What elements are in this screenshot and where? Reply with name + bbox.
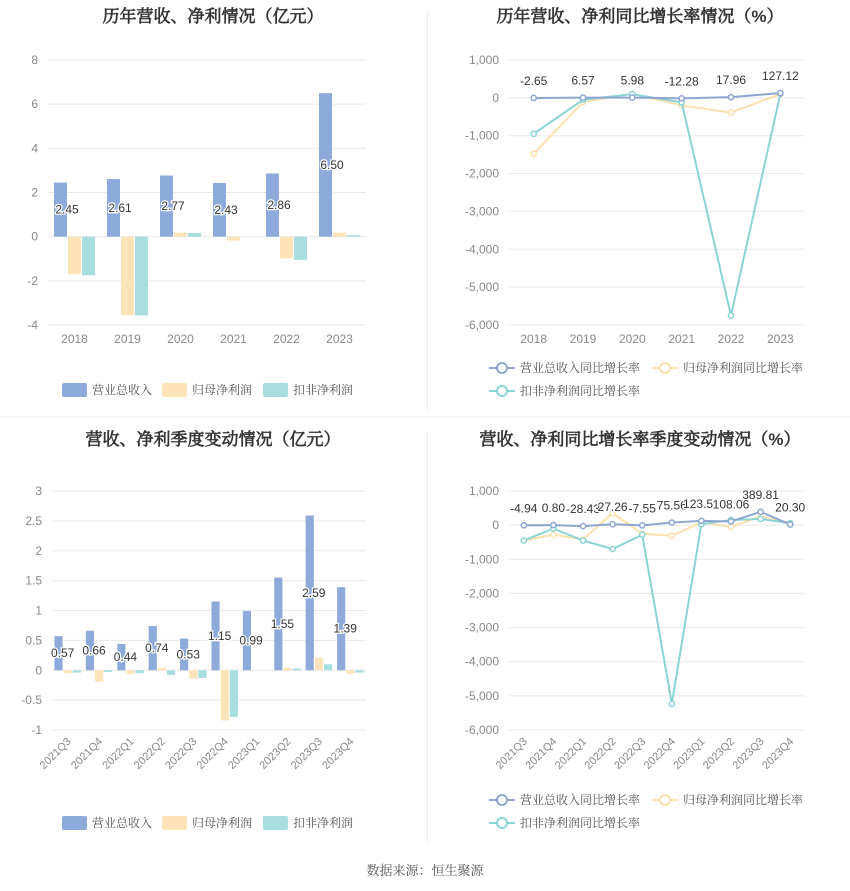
x-tick-label: 2022Q4 [641, 735, 678, 772]
y-tick-label: 1 [35, 603, 42, 618]
bar-net-profit [174, 233, 187, 237]
y-tick-label: 2 [35, 543, 42, 558]
bar-net-profit [121, 237, 134, 315]
y-tick-label: 4 [31, 141, 38, 156]
legend-label: 扣非净利润同比增长率 [520, 384, 641, 398]
bar-chart-2 [0, 416, 427, 846]
point-net-profit-growth [669, 533, 674, 538]
y-tick-label: 0.5 [25, 633, 42, 648]
x-tick-label: 2022Q3 [163, 735, 200, 772]
point-deducted-profit-growth [640, 532, 645, 537]
x-tick-label: 2023Q4 [760, 735, 797, 772]
point-revenue-growth [758, 509, 763, 514]
point-deducted-profit-growth [521, 538, 526, 543]
data-label: 2.61 [108, 200, 132, 215]
y-tick-label: -2 [27, 273, 38, 288]
data-label: 389.81 [742, 487, 779, 502]
y-tick-label: -1,000 [464, 128, 499, 143]
y-tick-label: 2 [31, 185, 38, 200]
data-label: 2.59 [302, 585, 326, 600]
x-tick-label: 2020 [167, 332, 194, 346]
bar-deducted-profit [73, 670, 81, 672]
legend-label: 营业总收入同比增长率 [520, 793, 641, 807]
legend-label: 扣非净利润 [293, 816, 354, 830]
point-deducted-profit-growth [580, 538, 585, 543]
bar-net-profit [64, 670, 72, 673]
y-tick-label: -4,000 [464, 242, 499, 257]
legend-label: 营业总收入同比增长率 [520, 361, 641, 375]
y-tick-label: -6,000 [464, 318, 499, 332]
point-revenue-growth [788, 522, 793, 527]
point-revenue-growth [669, 520, 674, 525]
series-line-deducted-profit-growth [534, 94, 781, 316]
bar-net-profit [158, 668, 166, 670]
data-label: 5.98 [620, 73, 645, 88]
x-tick-label: 2023Q4 [320, 735, 357, 772]
data-label: 123.51 [683, 496, 720, 511]
bar-deducted-profit [104, 670, 112, 672]
point-deducted-profit-growth [669, 701, 674, 706]
x-tick-label: 2023Q1 [671, 735, 708, 772]
x-tick-label: 2023Q3 [288, 735, 326, 772]
chart-title: 历年营收、净利同比增长率情况（%） [496, 7, 784, 26]
data-label: -4.94 [510, 501, 538, 516]
point-net-profit-growth [728, 524, 733, 529]
legend-swatch-marker [497, 363, 507, 373]
legend-swatch-marker [660, 795, 670, 805]
bar-deducted-profit [294, 237, 307, 260]
x-tick-label: 2023 [766, 332, 794, 346]
x-tick-label: 2021 [668, 332, 696, 346]
y-tick-label: -1 [31, 723, 42, 737]
bar-net-profit [95, 670, 103, 681]
y-tick-label: -5,000 [464, 688, 499, 703]
x-tick-label: 2022 [273, 332, 300, 346]
x-tick-label: 2020 [618, 332, 646, 346]
legend-label: 归母净利润 [192, 816, 253, 830]
bar-deducted-profit [230, 670, 238, 717]
y-tick-label: 0 [31, 229, 38, 244]
legend-swatch [162, 816, 187, 830]
x-tick-label: 2022 [717, 332, 745, 346]
data-label: 0.57 [50, 646, 75, 661]
data-label: 127.12 [761, 69, 799, 84]
series-line-net-profit-growth [524, 513, 790, 540]
bar-net-profit [227, 237, 240, 241]
y-tick-label: -3,000 [464, 204, 499, 219]
x-tick-label: 2023Q2 [257, 735, 294, 772]
x-tick-label: 2022Q1 [552, 735, 590, 772]
bar-deducted-profit [135, 237, 148, 316]
point-deducted-profit-growth [758, 516, 763, 521]
bar-net-profit [333, 233, 346, 237]
data-label: 0.80 [541, 501, 566, 516]
x-tick-label: 2018 [61, 332, 88, 346]
data-label: 2.77 [161, 199, 185, 214]
x-tick-label: 2018 [520, 332, 548, 346]
legend-swatch [162, 383, 187, 397]
bar-deducted-profit [136, 670, 144, 673]
data-label: 0.53 [176, 647, 200, 662]
point-revenue-growth [521, 523, 526, 528]
series-line-deducted-profit-growth [524, 519, 790, 704]
y-tick-label: 8 [31, 53, 38, 67]
point-deducted-profit-growth [728, 313, 733, 318]
legend-swatch-marker [497, 795, 507, 805]
data-label: -7.55 [628, 501, 656, 516]
bar-net-profit [221, 670, 229, 720]
bar-net-profit [189, 670, 197, 678]
bar-deducted-profit [293, 668, 301, 670]
bar-net-profit [68, 237, 81, 275]
data-label: -12.28 [664, 74, 699, 89]
data-label: 27.26 [597, 500, 628, 515]
y-tick-label: -3,000 [464, 620, 499, 635]
point-net-profit-growth [551, 532, 556, 537]
bar-net-profit [283, 668, 291, 670]
legend-label: 归母净利润 [192, 383, 253, 397]
point-revenue-growth [778, 90, 783, 95]
bar-deducted-profit [198, 670, 206, 678]
y-tick-label: -4,000 [464, 654, 499, 669]
point-deducted-profit-growth [610, 546, 615, 551]
x-tick-label: 2021Q4 [523, 735, 560, 772]
y-tick-label: -6,000 [464, 723, 499, 737]
data-label: 2.43 [214, 202, 238, 217]
legend-swatch [62, 383, 87, 397]
data-label: -28.43 [565, 502, 601, 517]
point-revenue-growth [728, 519, 733, 524]
y-tick-label: -0.5 [21, 693, 42, 708]
point-net-profit-growth [531, 151, 536, 156]
data-label: 0.99 [239, 633, 263, 648]
legend-swatch-marker [660, 363, 670, 373]
y-tick-label: 0 [35, 663, 42, 678]
point-revenue-growth [551, 523, 556, 528]
x-tick-label: 2023Q1 [226, 735, 263, 772]
x-tick-label: 2019 [114, 332, 141, 346]
legend-swatch [263, 383, 288, 397]
point-revenue-growth [630, 95, 635, 100]
legend-label: 扣非净利润同比增长率 [520, 816, 641, 830]
point-revenue-growth [679, 96, 684, 101]
point-revenue-growth [640, 523, 645, 528]
legend-label: 归母净利润同比增长率 [683, 361, 804, 375]
point-net-profit-growth [728, 110, 733, 115]
legend-label: 归母净利润同比增长率 [683, 793, 804, 807]
bar-deducted-profit [324, 664, 332, 670]
chart-title: 历年营收、净利情况（亿元） [102, 7, 324, 26]
data-label: -2.65 [519, 73, 548, 88]
line-chart-1 [427, 0, 850, 416]
point-revenue-growth [610, 522, 615, 527]
data-source-note: 数据来源：恒生聚源 [366, 863, 484, 878]
series-line-net-profit-growth [534, 94, 781, 154]
legend-swatch-marker [497, 386, 507, 396]
line-chart-3 [427, 416, 850, 846]
y-tick-label: 3 [35, 484, 42, 498]
y-tick-label: 1.5 [25, 573, 42, 588]
y-tick-label: -5,000 [464, 280, 499, 295]
point-revenue-growth [699, 518, 704, 523]
data-label: 6.57 [571, 73, 595, 88]
x-tick-label: 2023Q2 [700, 735, 738, 772]
data-label: 1.39 [333, 621, 357, 636]
x-tick-label: 2019 [569, 332, 597, 346]
x-tick-label: 2021 [220, 332, 247, 346]
y-tick-label: 0 [492, 90, 499, 105]
x-tick-label: 2022Q2 [582, 735, 619, 772]
chart-title: 营收、净利季度变动情况（亿元） [85, 430, 341, 449]
y-tick-label: 0 [492, 518, 499, 533]
chart-title: 营收、净利同比增长率季度变动情况（%） [479, 430, 801, 449]
bar-net-profit [126, 670, 134, 674]
y-tick-label: 2.5 [25, 513, 42, 528]
bar-chart-0 [0, 0, 427, 416]
data-label: 6.50 [320, 157, 344, 172]
point-revenue-growth [580, 524, 585, 529]
y-tick-label: -2,000 [464, 586, 499, 601]
bar-net-profit [346, 670, 354, 674]
point-revenue-growth [728, 95, 733, 100]
data-label: 0.44 [113, 650, 138, 665]
legend-label: 营业总收入 [92, 816, 153, 830]
legend-swatch [62, 816, 87, 830]
y-tick-label: -2,000 [464, 166, 499, 181]
point-revenue-growth [531, 95, 536, 100]
x-tick-label: 2021Q3 [37, 735, 74, 772]
x-tick-label: 2023 [326, 332, 353, 346]
x-tick-label: 2022Q3 [612, 735, 649, 772]
data-label: 1.15 [207, 628, 232, 643]
y-tick-label: -1,000 [464, 552, 499, 567]
x-tick-label: 2021Q4 [69, 735, 106, 772]
bar-deducted-profit [347, 235, 360, 237]
data-label: 2.86 [267, 198, 291, 213]
data-label: 2.45 [55, 202, 79, 217]
data-label: 20.30 [775, 500, 806, 515]
x-tick-label: 2023Q3 [730, 735, 767, 772]
point-deducted-profit-growth [531, 131, 536, 136]
legend-swatch-marker [497, 818, 507, 828]
data-label: 1.55 [270, 616, 295, 631]
legend-swatch [263, 816, 288, 830]
data-label: 108.06 [712, 497, 750, 512]
data-label: 0.74 [145, 641, 169, 656]
y-tick-label: 1,000 [468, 484, 499, 498]
y-tick-label: -4 [27, 318, 38, 332]
data-label: 17.96 [715, 73, 747, 88]
x-tick-label: 2021Q3 [493, 735, 530, 772]
bar-deducted-profit [82, 237, 95, 276]
bar-net-profit [315, 658, 323, 671]
y-tick-label: 6 [31, 97, 38, 112]
point-revenue-growth [580, 95, 585, 100]
x-tick-label: 2022Q4 [194, 735, 231, 772]
bar-net-profit [280, 237, 293, 259]
bar-deducted-profit [355, 670, 363, 672]
bar-deducted-profit [167, 670, 175, 675]
legend-label: 扣非净利润 [293, 383, 354, 397]
x-tick-label: 2022Q2 [131, 735, 169, 772]
data-label: 0.66 [82, 643, 106, 658]
bar-deducted-profit [188, 233, 201, 237]
x-tick-label: 2022Q1 [100, 735, 137, 772]
y-tick-label: 1,000 [468, 53, 499, 67]
data-label: 75.56 [656, 498, 687, 513]
legend-label: 营业总收入 [92, 383, 153, 397]
